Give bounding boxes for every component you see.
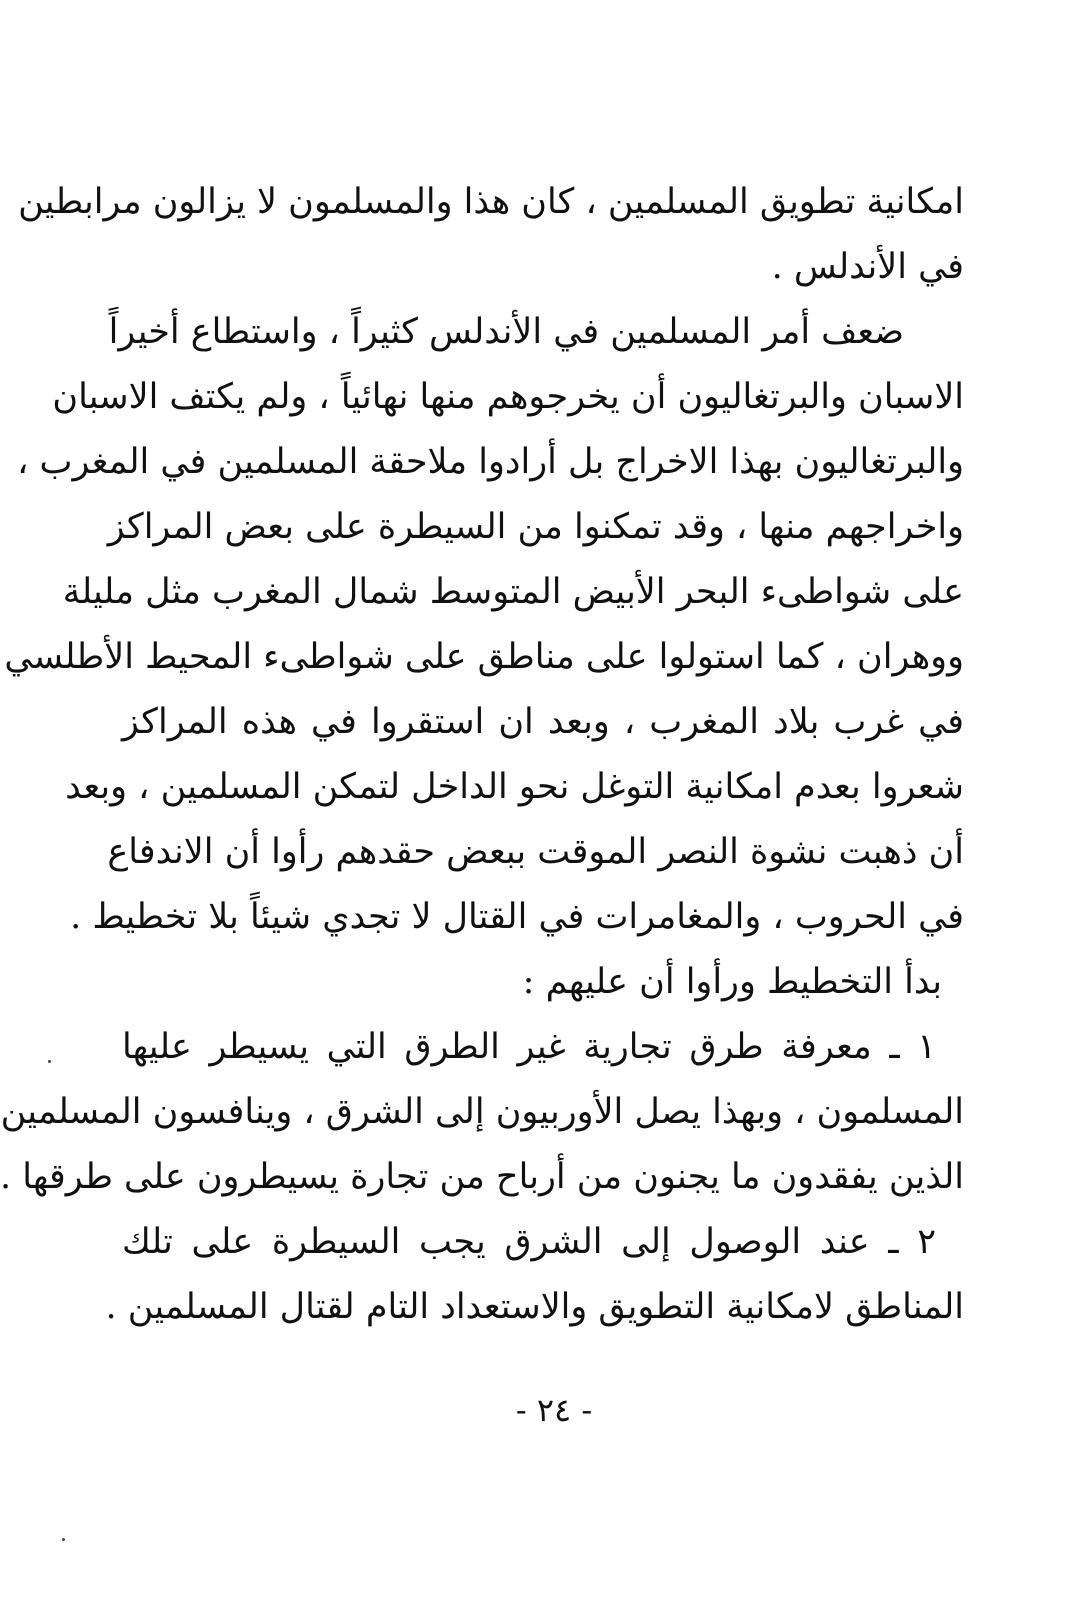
text-line: بدأ التخطيط ورأوا أن عليهم : bbox=[522, 962, 942, 1002]
text-line: على شواطىء البحر الأبيض المتوسط شمال المغرب مثل مليلة bbox=[62, 572, 964, 612]
text-line: في الأندلس . bbox=[771, 247, 964, 287]
body-text bbox=[0, 170, 964, 1340]
text-line: ووهران ، كما استولوا على مناطق على شواطىء المحيط الأطلسي bbox=[4, 637, 964, 677]
list-item-line: المناطق لامكانية التطويق والاستعداد التام لقتال المسلمين . bbox=[105, 1287, 964, 1327]
text-line: واخراجهم منها ، وقد تمكنوا من السيطرة على بعض المراكز bbox=[107, 507, 964, 547]
text-line: والبرتغاليون بهذا الاخراج بل أرادوا ملاحقة المسلمين في المغرب ، bbox=[17, 442, 964, 482]
scan-speck bbox=[48, 1060, 51, 1063]
list-item-line: ٢ ـ عند الوصول إلى الشرق يجب السيطرة على تلك bbox=[122, 1222, 936, 1262]
text-line: في الحروب ، والمغامرات في القتال لا تجدي شيئاً بلا تخطيط . bbox=[70, 897, 964, 937]
text-line: شعروا بعدم امكانية التوغل نحو الداخل لتمكن المسلمين ، وبعد bbox=[65, 767, 964, 807]
scan-speck bbox=[62, 1538, 65, 1541]
list-item-line: ١ ـ معرفة طرق تجارية غير الطرق التي يسيطر عليها bbox=[122, 1027, 936, 1067]
text-line: امكانية تطويق المسلمين ، كان هذا والمسلمون لا يزالون مرابطين bbox=[18, 182, 964, 222]
text-line: أن ذهبت نشوة النصر الموقت ببعض حقدهم رأوا أن الاندفاع bbox=[107, 832, 964, 872]
page-number: - ٢٤ - bbox=[515, 1391, 593, 1429]
text-line: ضعف أمر المسلمين في الأندلس كثيراً ، واستطاع أخيراً bbox=[108, 312, 904, 352]
text-line: الاسبان والبرتغاليون أن يخرجوهم منها نهائياً ، ولم يكتف الاسبان bbox=[52, 377, 964, 417]
list-item-line: المسلمون ، وبهذا يصل الأوربيون إلى الشرق ، وينافسون المسلمين bbox=[0, 1092, 964, 1132]
text-line: في غرب بلاد المغرب ، وبعد ان استقروا في هذه المراكز bbox=[122, 702, 964, 742]
list-item-line: الذين يفقدون ما يجنون من أرباح من تجارة يسيطرون على طرقها . bbox=[0, 1157, 964, 1197]
